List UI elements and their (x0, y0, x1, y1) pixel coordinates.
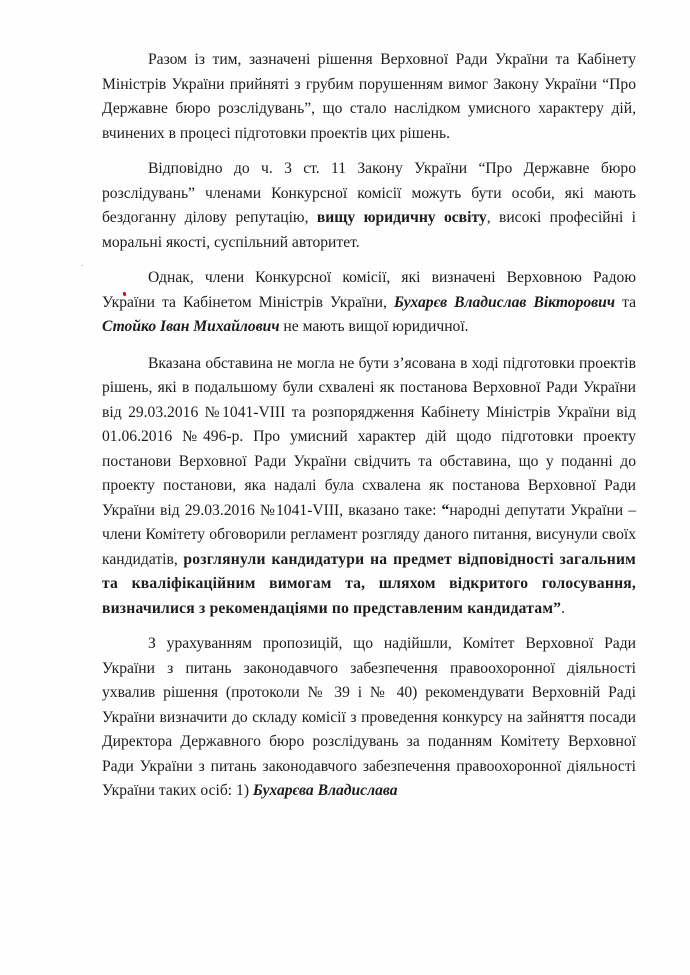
paragraph-3-text-a: Однак, члени Конкурсної комісії, які визначені Верховною Радою України та Кабінетом Міністрів України, (102, 269, 636, 311)
document-body (102, 48, 636, 815)
person-name-bukhareva: Бухарєва Владислава (252, 782, 398, 799)
paragraph-4-text-end: . (561, 599, 566, 617)
paragraph-5 (102, 632, 636, 804)
person-name-bukharev: Бухарєв Владислав Вікторович (393, 293, 616, 311)
quote-open-mark: “ (441, 501, 450, 519)
paragraph-3-text-b: та (615, 293, 636, 311)
paragraph-1-text: Разом із тим, зазначені рішення Верховної Ради України та Кабінету Міністрів України прийняті з грубим порушенням вимог Закону України “Про Державне бюро розслідувань”, що стало наслідком умисного характеру дій, вчинених в процесі підготовки проектів цих рішень. (102, 51, 636, 142)
paragraph-2-text-b: , високі професійні і моральні якості, суспільний авторитет. (102, 209, 636, 251)
paragraph-1 (102, 48, 636, 146)
emphasis-higher-legal-education: вищу юридичну освіту (316, 209, 487, 226)
person-name-stoiko: Стойко Іван Михайлович (102, 318, 280, 335)
paragraph-2 (102, 157, 636, 255)
paragraph-5-text-a: З урахуванням пропозицій, що надійшли, Комітет Верховної Ради України з питань законодавчого забезпечення правоохоронної діяльності ухвалив рішення (протоколи № 39 і № 40) рекомендувати Верховній Раді України визначити до складу комісії з проведення конкурсу на зайняття посади Директора Державного бюро розслідувань за поданням Комітету Верховної Ради України з питань законодавчого забезпечення правоохоронної діяльності України таких осіб: 1) (102, 635, 636, 799)
paragraph-4-quote-bold: розглянули кандидатури на предмет відповідності загальним та кваліфікаційним вимогам та, шляхом відкритого голосування, визначилися з рекомендаціями по представленим кандидатам” (102, 550, 636, 617)
paragraph-3 (102, 266, 636, 340)
paragraph-4-text-a: Вказана обставина не могла не бути з’ясована в ході підготовки проектів рішень, які в подальшому були схвалені як постанова Верховної Ради України від 29.03.2016 №1041-VIII та розпорядження Кабінету Міністрів України від 01.06.2016 №496-р. Про умисний характер дій щодо підготовки проекту постанови Верховної Ради України свідчить та обставина, що у поданні до проекту постанови, яка надалі була схвалена як постанова Верховної Ради України від 29.03.2016 №1041-VIII, вказано таке: (102, 354, 636, 519)
paragraph-2-text-a: Відповідно до ч. 3 ст. 11 Закону України “Про Державне бюро розслідувань” членами Конкурсної комісії можуть бути особи, які мають бездоганну ділову репутацію, (102, 160, 636, 226)
paragraph-4-quote-plain: народні депутати України – члени Комітету обговорили регламент розгляду даного питання, висунули своїх кандидатів, (102, 501, 636, 568)
scan-speck (82, 265, 83, 266)
paragraph-4 (102, 352, 636, 622)
paragraph-3-text-c: не мають вищої юридичної. (279, 318, 469, 335)
